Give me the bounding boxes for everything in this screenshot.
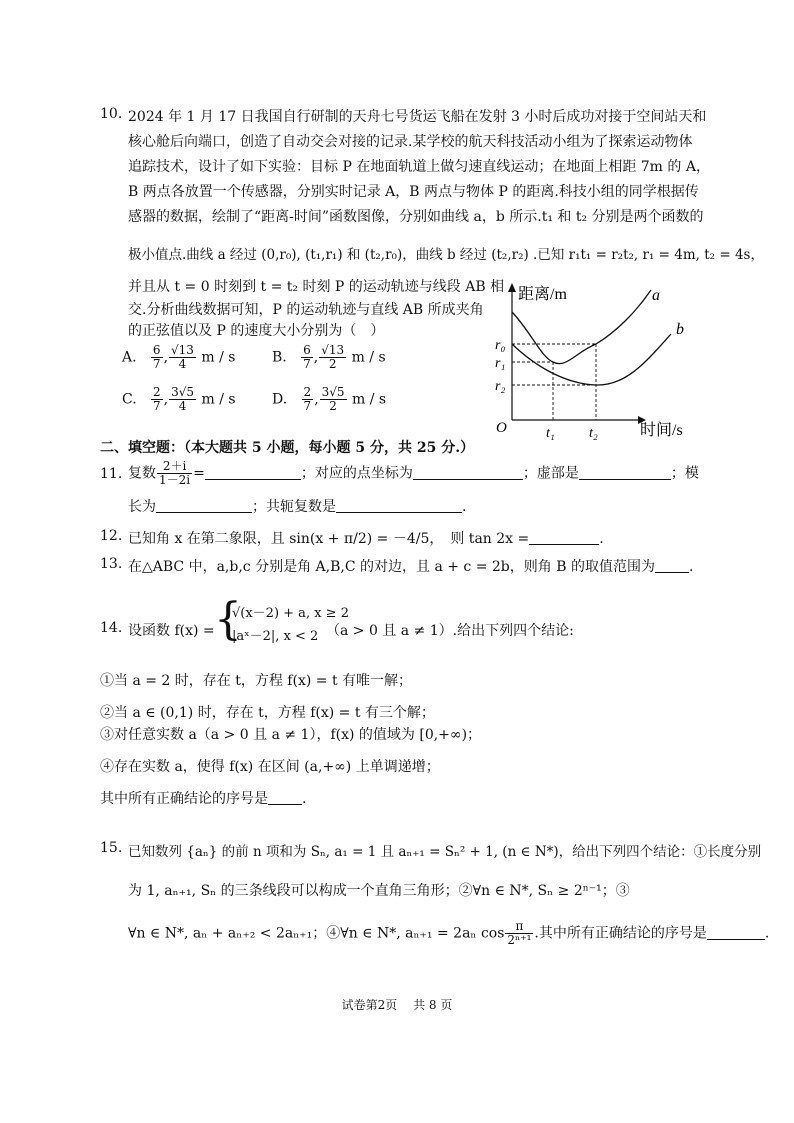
q15-line-3: ∀n ∈ N*, aₙ + aₙ₊₂ < 2aₙ₊₁；④∀n ∈ N*, aₙ₊₁ = 2aₙ cos $\frac{\pi}{\text{2ⁿ⁺¹}}$ .其中所有正确结论的序号是 . xyxy=(128,919,770,947)
q12-blank[interactable] xyxy=(529,530,599,545)
curve-b xyxy=(512,334,671,385)
q14-lead: 设函数 f(x) = xyxy=(128,623,215,639)
q10-line-4: B 两点各放置一个传感器，分别实时记录 A，B 两点与物体 P 的距离.科技小组的同学根据传 xyxy=(128,184,699,200)
q11-number: 11. xyxy=(100,466,123,482)
q13-blank[interactable] xyxy=(655,558,689,573)
origin-label: O xyxy=(496,420,507,436)
q11-blank-5[interactable] xyxy=(336,498,462,513)
q14-conclusion-2: ②当 a ∈ (0,1) 时，存在 t，方程 f(x) = t 有三个解； xyxy=(100,705,435,721)
q14-case-1: √(x－2) + a, x ≥ 2 xyxy=(232,606,349,621)
r2-label: r₂ xyxy=(495,379,506,394)
q15-line-1: 已知数列 {aₙ} 的前 n 项和为 Sₙ, a₁ = 1 且 aₙ₊₁ = Sₙ² + 1, (n ∈ N*)，给出下列四个结论：①长度分别 xyxy=(128,844,762,860)
page-footer: 试卷第2页 共 8 页 xyxy=(341,998,453,1012)
section-fill-in-heading: 二、填空题：（本大题共 5 小题，每小题 5 分，共 25 分.） xyxy=(100,440,475,456)
q10-line-9: 的正弦值以及 P 的速度大小分别为（ ） xyxy=(128,323,385,339)
r0-label: r₀ xyxy=(495,338,506,353)
r1-label: r₁ xyxy=(495,356,506,371)
q11-blank-2[interactable] xyxy=(413,465,523,480)
q11-blank-1[interactable] xyxy=(205,465,301,480)
q14-brace: { xyxy=(214,594,242,645)
curve-b-label: b xyxy=(676,321,684,338)
q14-conclusion-4: ④存在实数 a，使得 f(x) 在区间 (a,+∞) 上单调递增； xyxy=(100,759,440,775)
q10-option-a[interactable]: A. $\frac{6}{7}$ , $\frac{√13}{4}$ m / s xyxy=(122,343,236,371)
q12-text: 已知角 x 在第二象限，且 sin(x + π/2) = －4/5， 则 tan 2x = . xyxy=(128,531,604,547)
y-axis-label: 距离/m xyxy=(518,286,567,303)
t1-label: t₁ xyxy=(546,426,555,441)
q14-blank[interactable] xyxy=(268,790,302,805)
q10-line-1: 2024 年 1 月 17 日我国自行研制的天舟七号货运飞船在发射 3 小时后成功对接于空间站天和 xyxy=(128,109,707,125)
y-axis-arrow xyxy=(508,283,516,292)
q15-blank[interactable] xyxy=(707,925,765,940)
q10-line-2: 核心舱后向端口，创造了自动交会对接的记录.某学校的航天科技活动小组为了探索运动物体 xyxy=(128,134,693,150)
q10-line-8: 交.分析曲线数据可知，P 的运动轨迹与直线 AB 所成夹角 xyxy=(128,302,484,318)
q14-ask: 其中所有正确结论的序号是 . xyxy=(100,791,307,807)
q11-blank-3[interactable] xyxy=(579,465,671,480)
q15-line-2: 为 1, aₙ₊₁, Sₙ 的三条线段可以构成一个直角三角形；②∀n ∈ N*, Sₙ ≥ 2ⁿ⁻¹；③ xyxy=(128,883,630,899)
x-axis-label: 时间/s xyxy=(640,422,683,439)
distance-time-graph xyxy=(486,272,700,442)
q15-number: 15. xyxy=(100,840,123,856)
q11-line-1: 复数 $\frac{2+i}{1-2i}$ = ；对应的点坐标为 ；虚部是 ；模 xyxy=(128,459,699,487)
q11-blank-4[interactable] xyxy=(156,498,252,513)
q10-line-6: 极小值点.曲线 a 经过 (0,r₀), (t₁,r₁) 和 (t₂,r₀)，曲线 b 经过 (t₂,r₂) .已知 r₁t₁ = r₂t₂, r₁ = 4m, t₂ = 4s， xyxy=(128,247,764,263)
q10-option-b[interactable]: B. $\frac{6}{7}$ , $\frac{√13}{2}$ m / s xyxy=(272,343,386,371)
q10-line-5: 感器的数据，绘制了“距离-时间”函数图像，分别如曲线 a，b 所示.t₁ 和 t₂ 分别是两个函数的 xyxy=(128,209,704,225)
q14-number: 14. xyxy=(100,620,123,636)
curve-a-label: a xyxy=(652,287,660,304)
q12-number: 12. xyxy=(100,528,123,544)
q10-number: 10. xyxy=(100,106,123,122)
q13-number: 13. xyxy=(100,556,123,572)
q11-line-2: 长为 ；共轭复数是 . xyxy=(128,499,467,515)
q14-condition: （a > 0 且 a ≠ 1）.给出下列四个结论: xyxy=(326,623,574,639)
q13-text: 在△ABC 中，a,b,c 分别是角 A,B,C 的对边，且 a + c = 2b，则角 B 的取值范围为 . xyxy=(128,559,694,575)
q14-conclusion-3: ③对任意实数 a（a > 0 且 a ≠ 1），f(x) 的值域为 [0,+∞)； xyxy=(100,727,482,743)
q14-conclusion-1: ①当 a = 2 时，存在 t，方程 f(x) = t 有唯一解； xyxy=(100,673,413,689)
q14-case-2: |aˣ－2|, x < 2 xyxy=(232,629,319,644)
q10-line-7: 并且从 t = 0 时刻到 t = t₂ 时刻 P 的运动轨迹与线段 AB 相 xyxy=(128,279,505,295)
q10-option-d[interactable]: D. $\frac{2}{7}$ , $\frac{3√5}{2}$ m / s xyxy=(272,385,387,413)
t2-label: t₂ xyxy=(589,426,598,441)
q10-line-3: 追踪技术，设计了如下实验：目标 P 在地面轨道上做匀速直线运动；在地面上相距 7m 的 A， xyxy=(128,159,710,175)
q10-option-c[interactable]: C. $\frac{2}{7}$ , $\frac{3√5}{4}$ m / s xyxy=(122,385,236,413)
